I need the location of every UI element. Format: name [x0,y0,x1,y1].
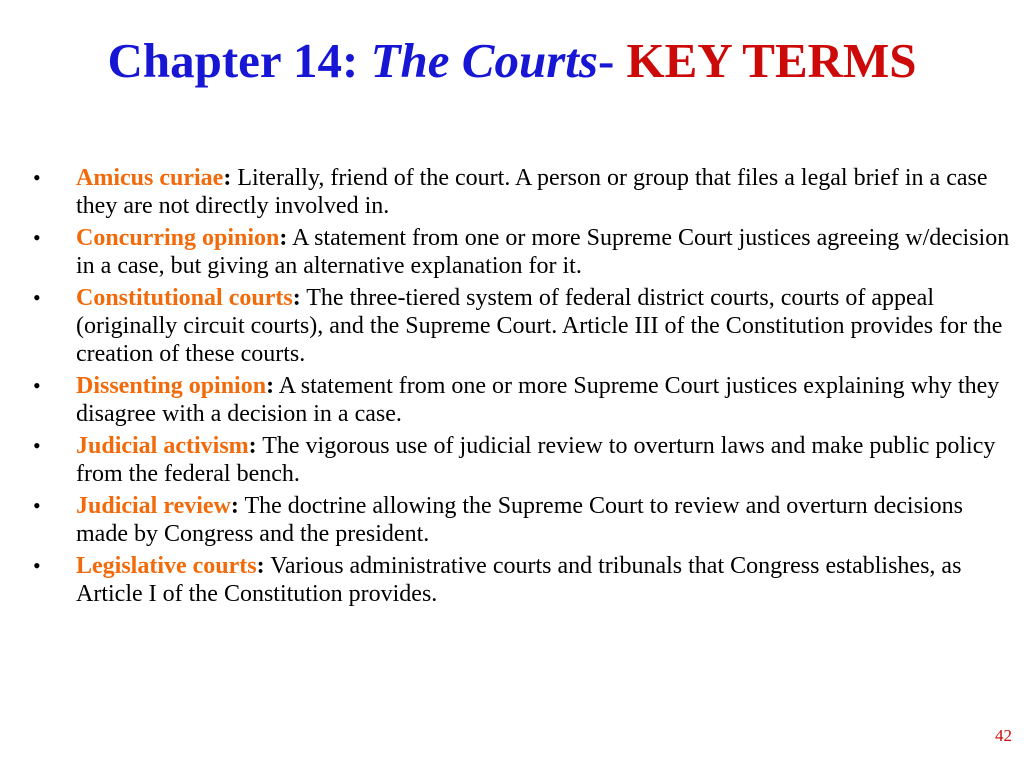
term-item-constitutional-courts [0,284,1024,368]
bullet-icon: • [33,493,41,518]
term-item-legislative-courts [0,552,1024,608]
title-subject: The Courts [370,33,598,88]
term-colon: : [292,285,301,311]
term-definition: A statement from one or more Supreme Court justices explaining why they disagree with a decision in a case. [76,373,1000,427]
term-colon: : [248,433,257,459]
term-name: Constitutional courts [76,285,293,311]
bullet-icon: • [33,285,41,310]
term-definition: The vigorous use of judicial review to overturn laws and make public policy from the federal bench. [76,433,996,487]
bullet-icon: • [33,373,41,398]
bullet-icon: • [33,165,41,190]
term-item-dissenting-opinion [0,372,1024,428]
term-item-judicial-activism [0,432,1024,488]
key-terms-list [0,164,1024,612]
term-name: Judicial activism [76,433,249,459]
term-definition: The doctrine allowing the Supreme Court to review and overturn decisions made by Congress and the president. [76,493,963,547]
term-name: Amicus curiae [76,165,224,191]
term-colon: : [230,493,239,519]
page-number: 42 [995,726,1012,745]
term-colon: : [223,165,232,191]
title-key-terms: KEY TERMS [626,33,917,88]
bullet-icon: • [33,553,41,578]
term-colon: : [279,225,288,251]
term-definition: Literally, friend of the court. A person or group that files a legal brief in a case they are not directly involved in. [76,165,988,219]
term-item-concurring-opinion [0,224,1024,280]
term-colon: : [256,553,265,579]
title-dash: - [597,33,627,88]
term-name: Dissenting opinion [76,373,267,399]
title-chapter: Chapter 14: [107,33,371,88]
term-item-amicus-curiae [0,164,1024,220]
term-item-judicial-review [0,492,1024,548]
term-colon: : [266,373,275,399]
term-name: Legislative courts [76,553,257,579]
term-name: Judicial review [76,493,231,519]
term-definition: A statement from one or more Supreme Court justices agreeing w/decision in a case, but giving an alternative explanation for it. [76,225,1010,279]
term-name: Concurring opinion [76,225,280,251]
term-definition: The three-tiered system of federal district courts, courts of appeal (originally circuit courts), and the Supreme Court. Article III of the Constitution provides for the creation of these courts. [76,285,1003,367]
bullet-icon: • [33,433,41,458]
term-definition: Various administrative courts and tribunals that Congress establishes, as Article I of the Constitution provides. [76,553,962,607]
bullet-icon: • [33,225,41,250]
slide-title [0,30,1024,92]
